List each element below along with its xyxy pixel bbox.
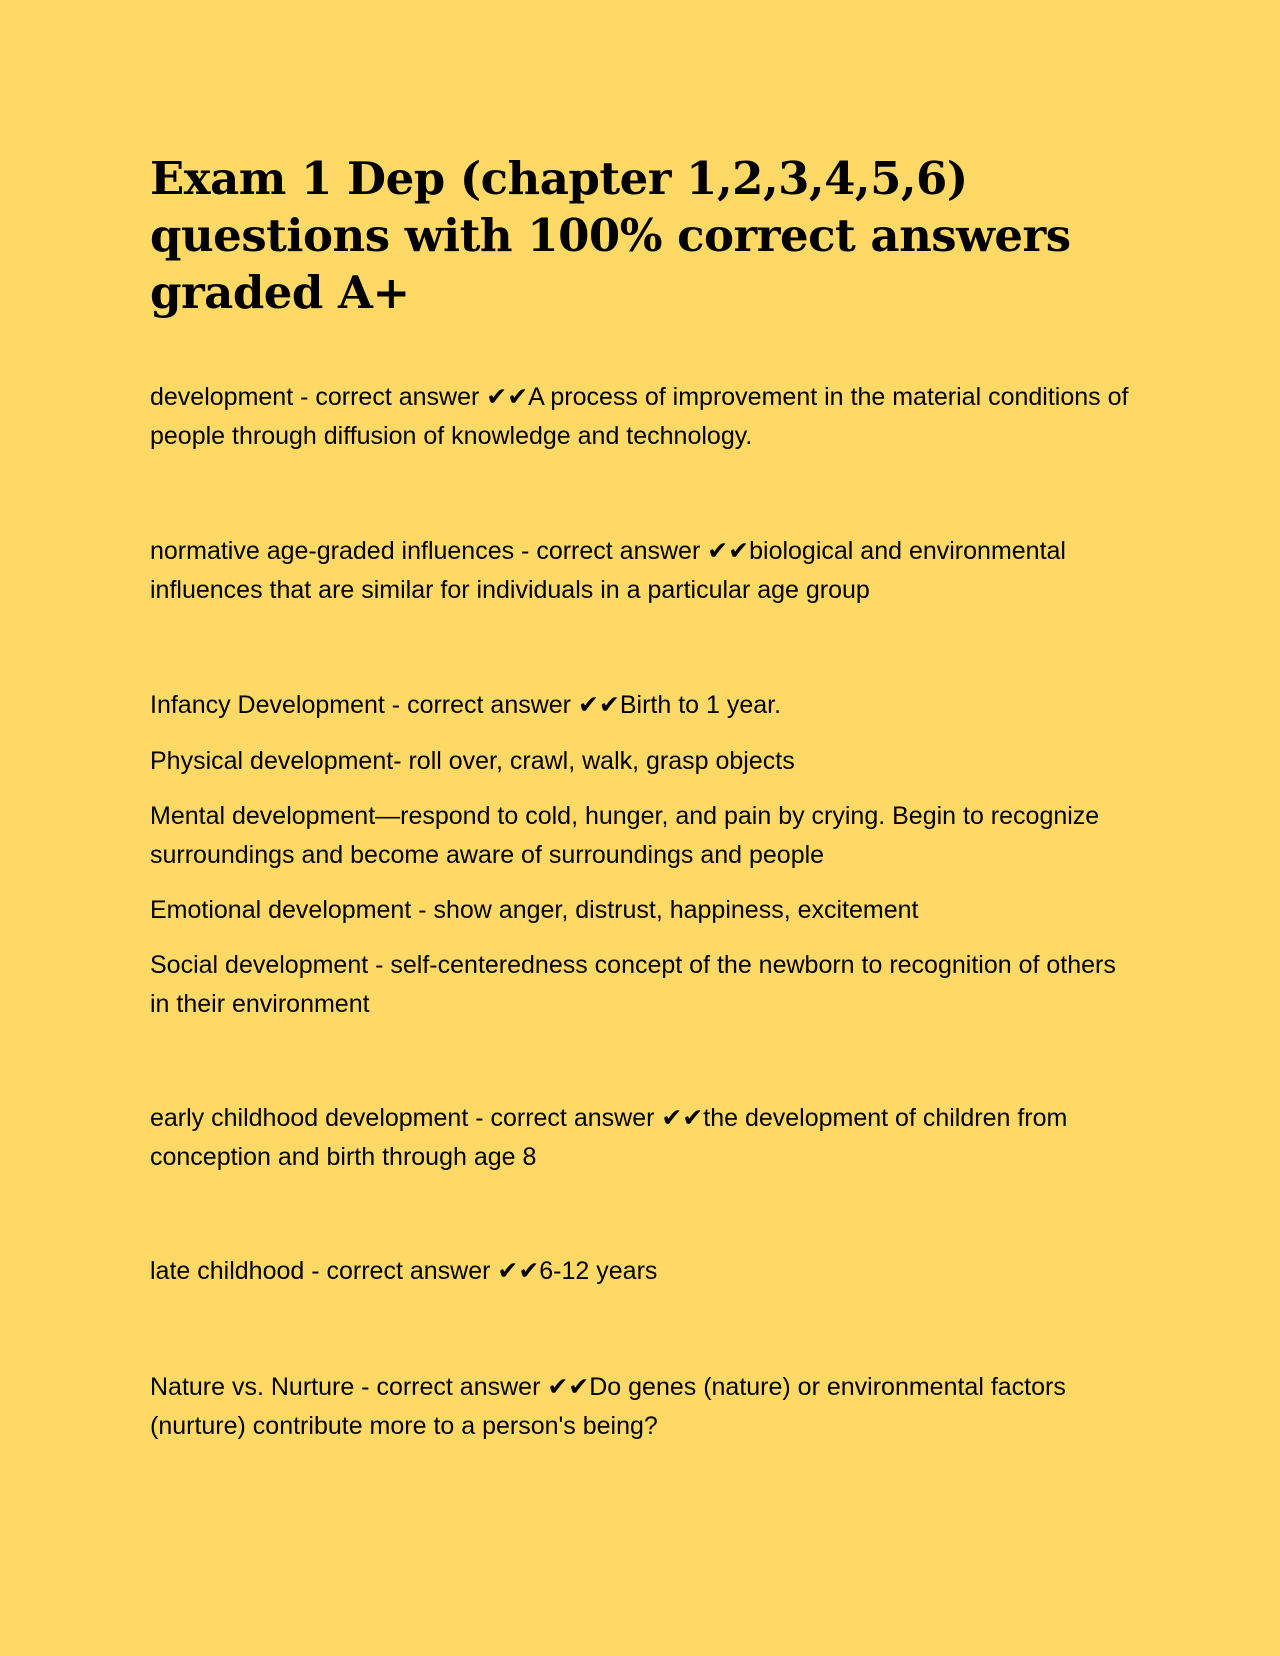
note-social-development: Social development - self-centeredness concept of the newborn to recognition of others in their environment bbox=[150, 951, 1116, 1018]
definition-early-childhood-development: early childhood development - correct answer ✔✔the development of children from conception and birth through age 8 bbox=[150, 1104, 1068, 1171]
note-physical-development: Physical development- roll over, crawl, walk, grasp objects bbox=[150, 747, 795, 775]
definition-late-childhood: late childhood - correct answer ✔✔6-12 years bbox=[150, 1257, 658, 1285]
note-emotional-development: Emotional development - show anger, distrust, happiness, excitement bbox=[150, 896, 919, 924]
document-title: Exam 1 Dep (chapter 1,2,3,4,5,6) questions with 100% correct answers graded A+ bbox=[150, 152, 1071, 319]
definition-infancy-development: Infancy Development - correct answer ✔✔Birth to 1 year. bbox=[150, 691, 782, 719]
document-page bbox=[150, 0, 1130, 1656]
definition-development: development - correct answer ✔✔A process of improvement in the material conditions of people through diffusion of knowledge and technology. bbox=[150, 383, 1129, 450]
definition-normative-age-graded-influences: normative age-graded influences - correct answer ✔✔biological and environmental influences that are similar for individuals in a particular age group bbox=[150, 537, 1066, 604]
definition-nature-vs-nurture: Nature vs. Nurture - correct answer ✔✔Do genes (nature) or environmental factors (nurture) contribute more to a person's being? bbox=[150, 1373, 1066, 1440]
note-mental-development: Mental development—respond to cold, hunger, and pain by crying. Begin to recognize surroundings and become aware of surroundings and people bbox=[150, 802, 1100, 869]
